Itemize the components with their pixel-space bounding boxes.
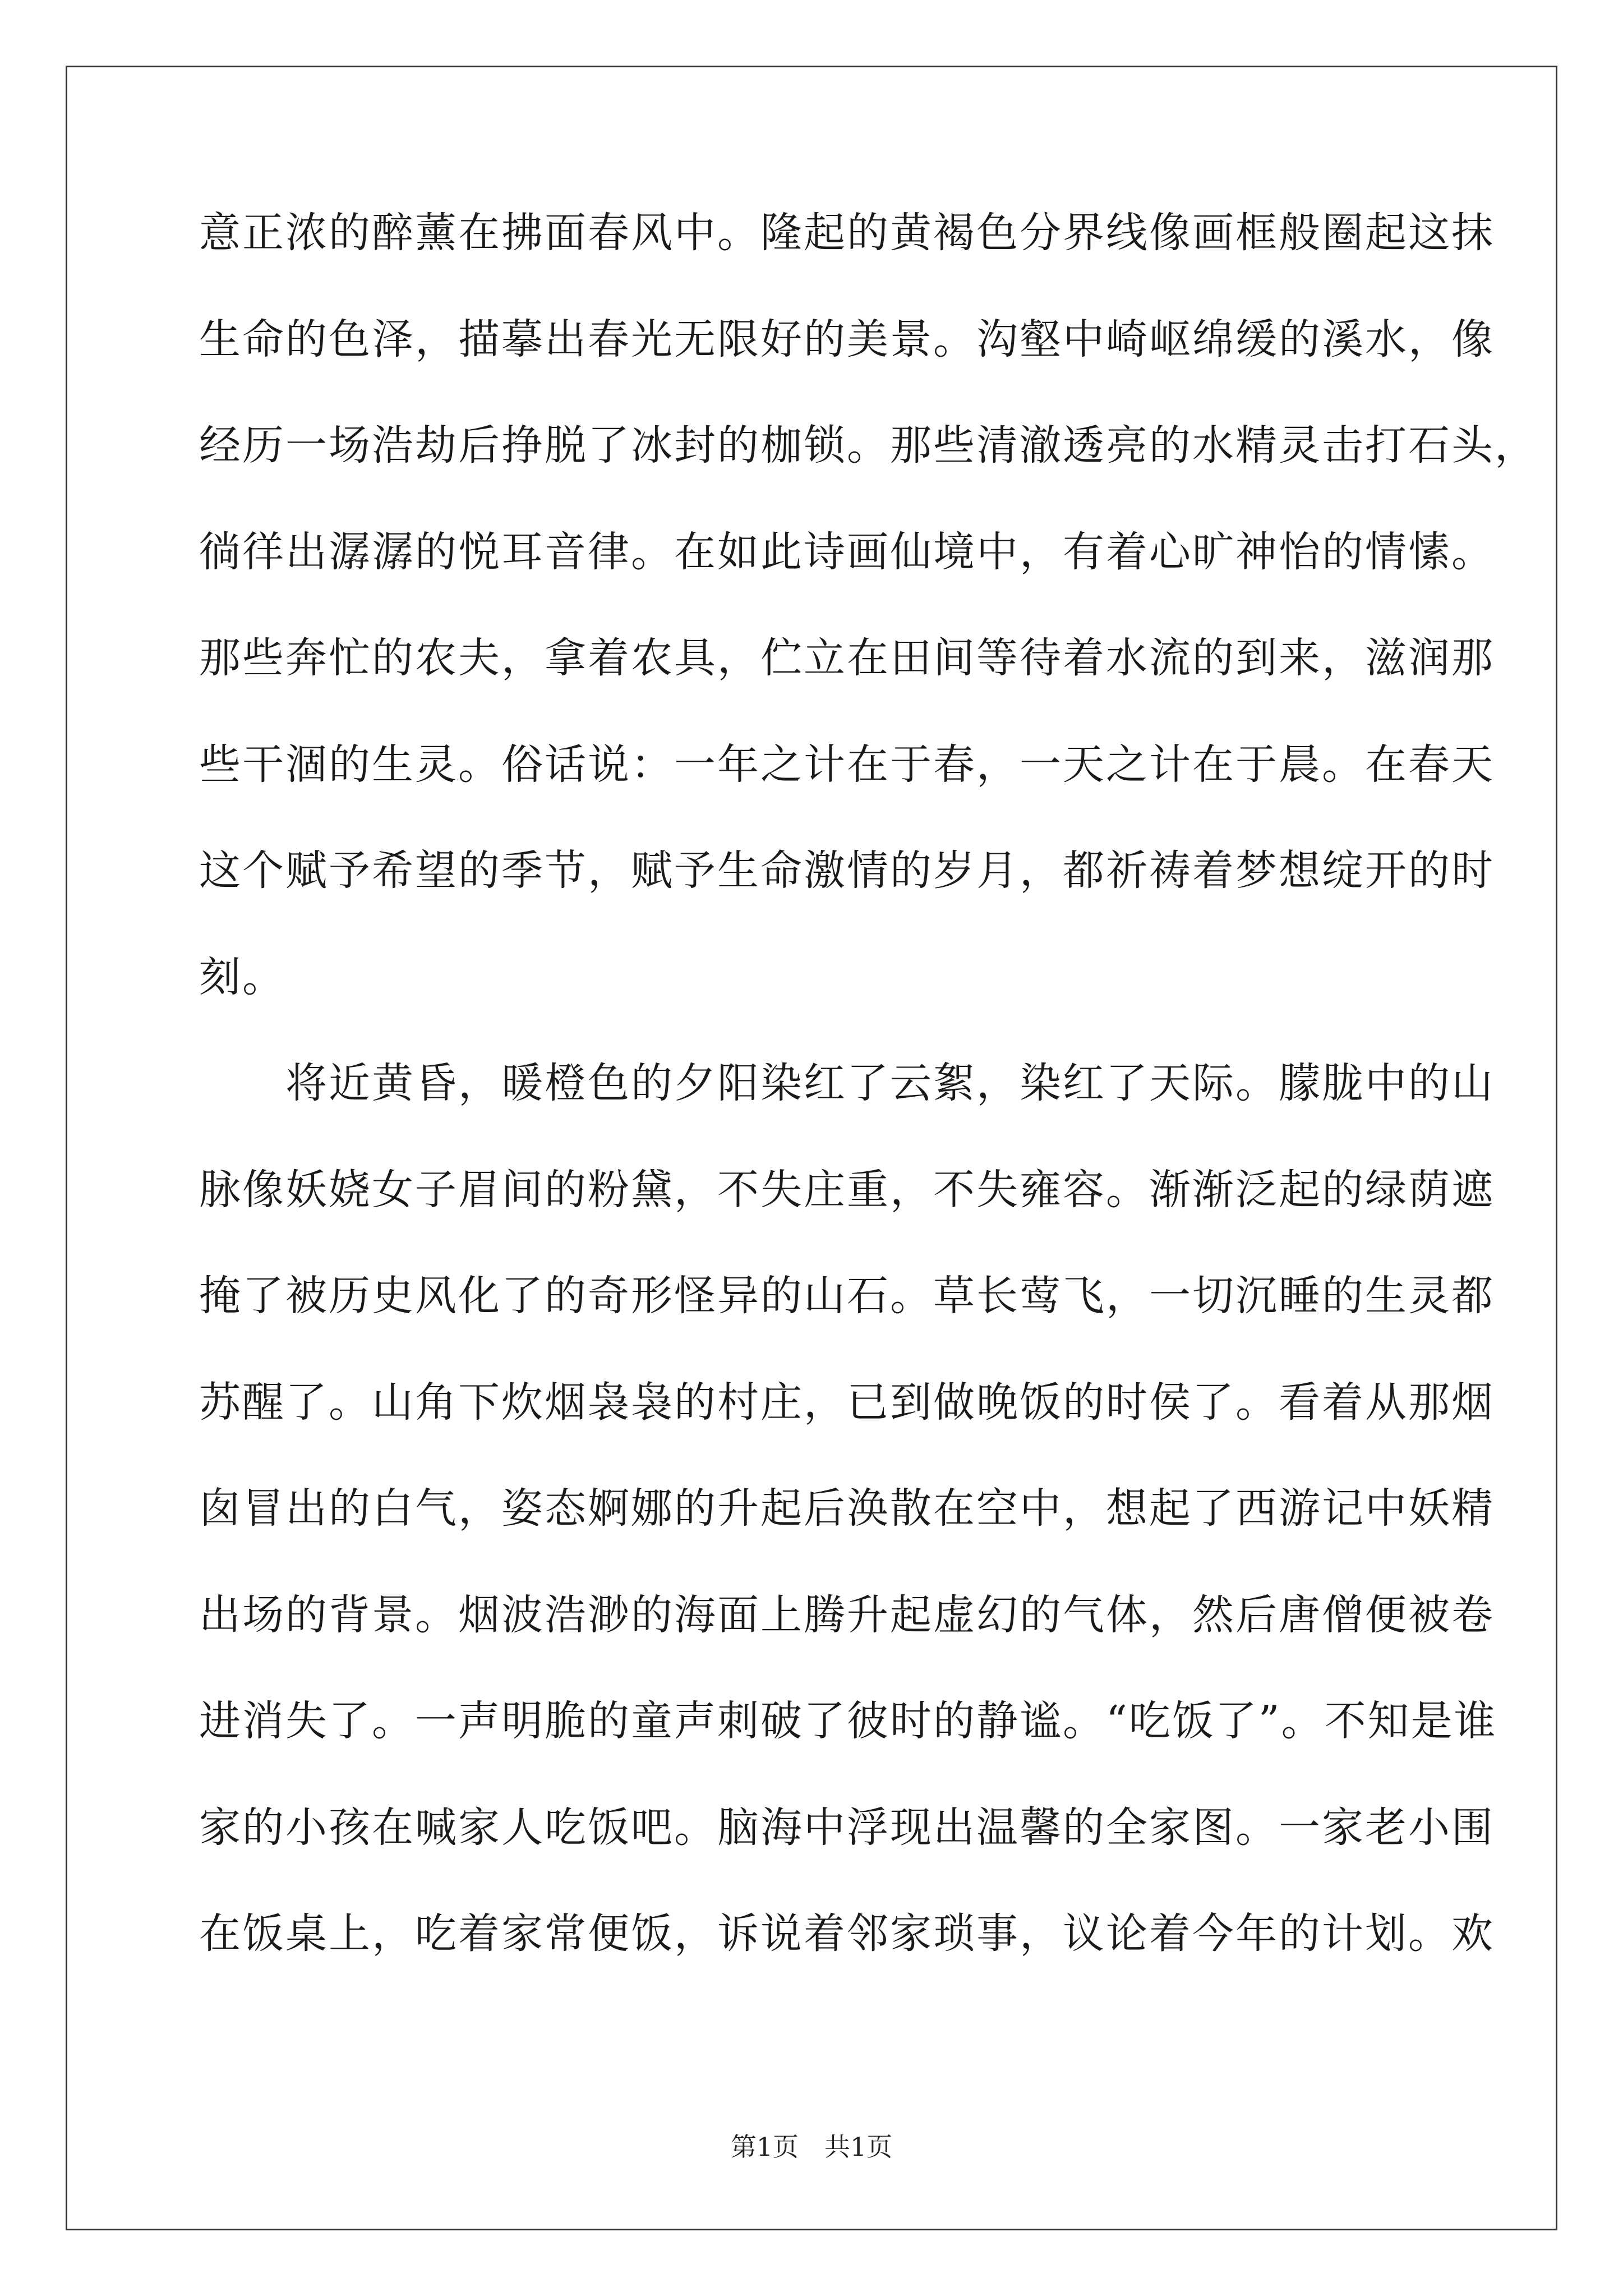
text-line: 刻。 bbox=[199, 953, 285, 1001]
text-line: 苏醒了。山角下炊烟袅袅的村庄，已到做晚饭的时侯了。看着从那烟 bbox=[199, 1378, 1495, 1427]
text-line: 脉像妖娆女子眉间的粉黛，不失庄重，不失雍容。渐渐泛起的绿荫遮 bbox=[199, 1165, 1495, 1214]
page-footer: 第1页 共1页 bbox=[730, 2132, 893, 2162]
text-line: 出场的背景。烟波浩渺的海面上腾升起虚幻的气体，然后唐僧便被卷 bbox=[199, 1590, 1495, 1639]
text-line: 徜徉出潺潺的悦耳音律。在如此诗画仙境中，有着心旷神怡的情愫。 bbox=[199, 527, 1495, 576]
text-line: 将近黄昏，暖橙色的夕阳染红了云絮，染红了天际。朦胧中的山 bbox=[199, 1059, 1495, 1107]
text-line: 进消失了。一声明脆的童声刺破了彼时的静谧。“吃饭了”。不知是谁 bbox=[199, 1697, 1497, 1745]
body-text bbox=[199, 209, 1538, 2019]
text-line: 囱冒出的白气，姿态婀娜的升起后涣散在空中，想起了西游记中妖精 bbox=[199, 1484, 1495, 1533]
text-line: 家的小孩在喊家人吃饭吧。脑海中浮现出温馨的全家图。一家老小围 bbox=[199, 1803, 1495, 1852]
text-line: 这个赋予希望的季节，赋予生命激情的岁月，都祈祷着梦想绽开的时 bbox=[199, 846, 1495, 895]
text-line: 生命的色泽，描摹出春光无限好的美景。沟壑中崎岖绵缓的溪水，像 bbox=[199, 315, 1495, 364]
text-line: 经历一场浩劫后挣脱了冰封的枷锁。那些清澈透亮的水精灵击打石头， bbox=[199, 421, 1538, 470]
text-line: 掩了被历史风化了的奇形怪异的山石。草长莺飞，一切沉睡的生灵都 bbox=[199, 1272, 1495, 1320]
text-line: 那些奔忙的农夫，拿着农具，伫立在田间等待着水流的到来，滋润那 bbox=[199, 634, 1495, 682]
text-line: 在饭桌上，吃着家常便饭，诉说着邻家琐事，议论着今年的计划。欢 bbox=[199, 1910, 1495, 1958]
text-line: 些干涸的生灵。俗话说：一年之计在于春，一天之计在于晨。在春天 bbox=[199, 740, 1495, 789]
text-line: 意正浓的醉薰在拂面春风中。隆起的黄褐色分界线像画框般圈起这抹 bbox=[199, 209, 1495, 257]
